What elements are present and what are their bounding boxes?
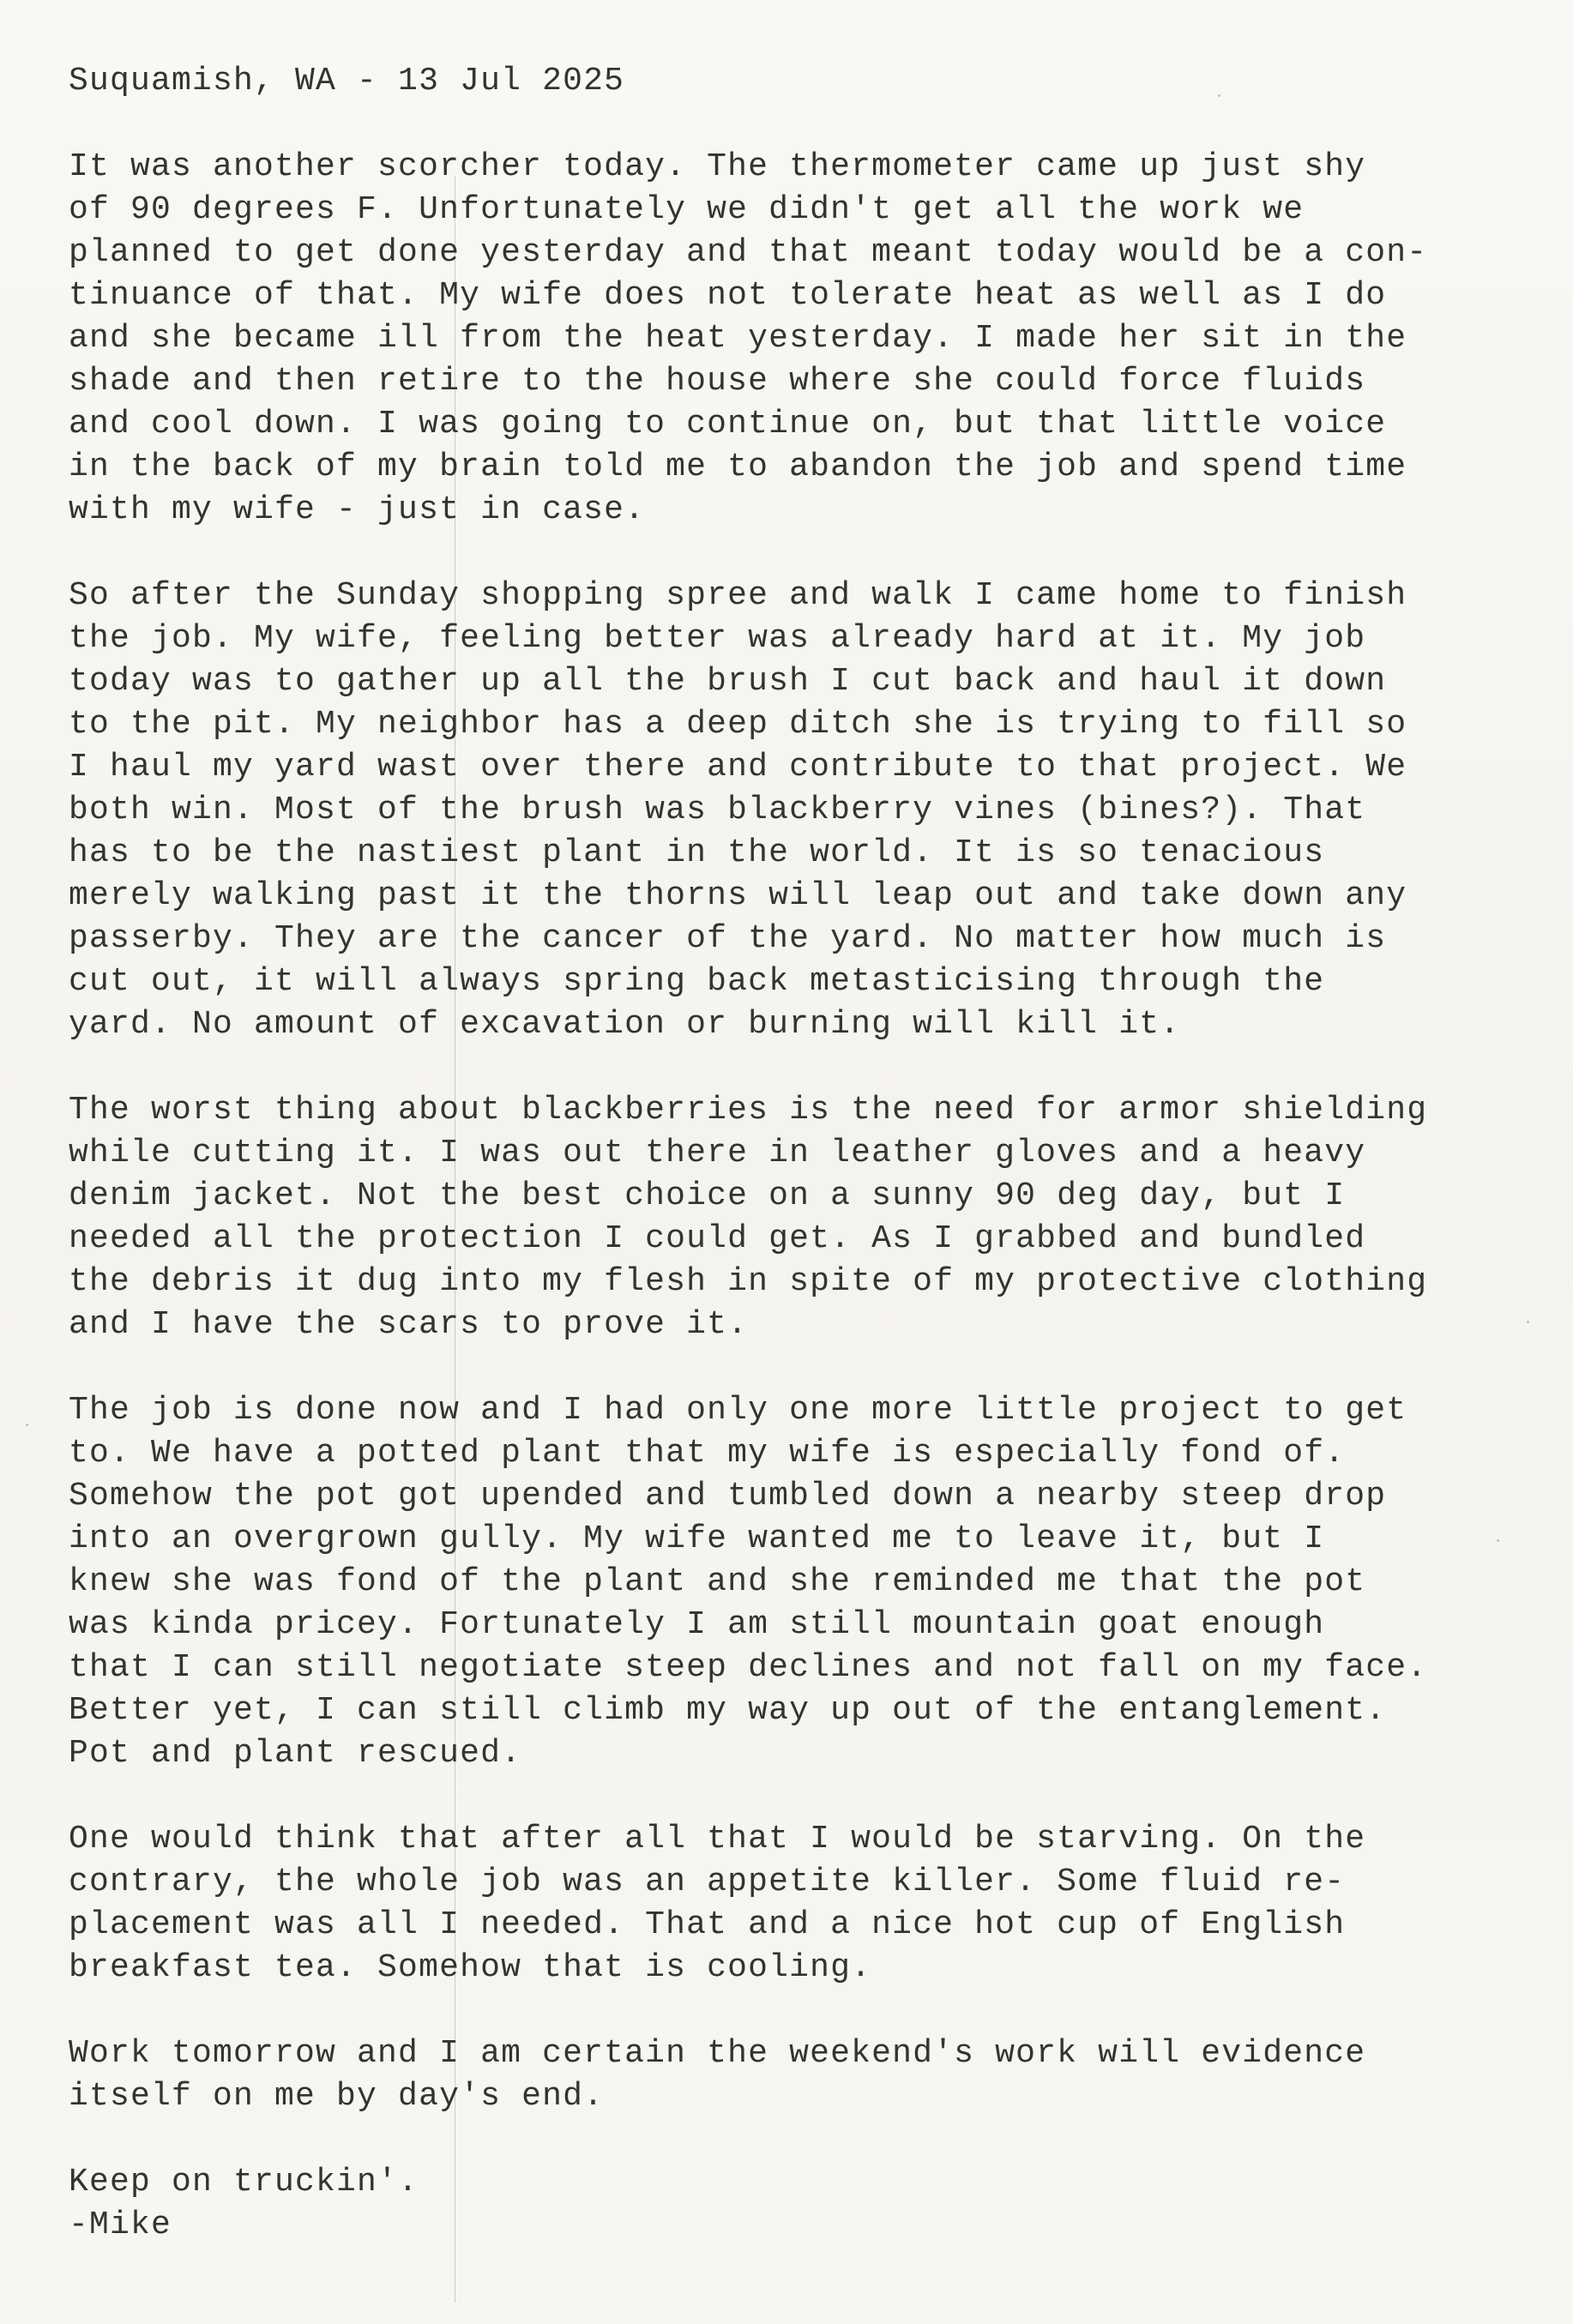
letter-paragraph (69, 1818, 1527, 1990)
letter-paragraph (69, 575, 1527, 1046)
text-line: to. We have a potted plant that my wife is especially fond of. (69, 1435, 1346, 1472)
dateline: Suquamish, WA - 13 Jul 2025 (69, 63, 625, 99)
text-line: tinuance of that. My wife does not tolerate heat as well as I do (69, 277, 1387, 314)
paper-speck (1218, 94, 1220, 97)
text-line: passerby. They are the cancer of the yard. No matter how much is (69, 920, 1387, 957)
text-line: The worst thing about blackberries is the need for armor shielding (69, 1092, 1428, 1129)
letter-paragraphs (69, 146, 1527, 2118)
text-line: itself on me by day's end. (69, 2078, 605, 2115)
text-line: that I can still negotiate steep declines and not fall on my face. (69, 1649, 1428, 1686)
text-line: I haul my yard wast over there and contribute to that project. We (69, 749, 1407, 786)
text-line: in the back of my brain told me to abandon the job and spend time (69, 449, 1407, 485)
text-line: Somehow the pot got upended and tumbled down a nearby steep drop (69, 1478, 1387, 1514)
letter-paragraph (69, 1089, 1527, 1346)
text-line: It was another scorcher today. The thermometer came up just shy (69, 148, 1366, 185)
text-line: planned to get done yesterday and that meant today would be a con- (69, 234, 1428, 271)
text-line: was kinda pricey. Fortunately I am still mountain goat enough (69, 1606, 1325, 1643)
text-line: with my wife - just in case. (69, 491, 646, 528)
text-line: Better yet, I can still climb my way up out of the entanglement. (69, 1692, 1387, 1729)
text-line: to the pit. My neighbor has a deep ditch she is trying to fill so (69, 706, 1407, 743)
text-line: needed all the protection I could get. As I grabbed and bundled (69, 1220, 1366, 1257)
text-line: of 90 degrees F. Unfortunately we didn't get all the work we (69, 191, 1305, 228)
text-line: Pot and plant rescued. (69, 1735, 522, 1772)
text-line: One would think that after all that I would be starving. On the (69, 1821, 1366, 1857)
text-line: today was to gather up all the brush I cut back and haul it down (69, 663, 1387, 700)
letter-body (69, 60, 1527, 2247)
text-line: breakfast tea. Somehow that is cooling. (69, 1949, 872, 1986)
signature-name: -Mike (69, 2207, 172, 2243)
text-line: contrary, the whole job was an appetite killer. Some fluid re- (69, 1863, 1346, 1900)
text-line: merely walking past it the thorns will leap out and take down any (69, 877, 1407, 914)
paper-speck (1497, 1539, 1499, 1542)
text-line: placement was all I needed. That and a nice hot cup of English (69, 1906, 1346, 1943)
text-line: shade and then retire to the house where she could force fluids (69, 363, 1366, 400)
letter-paragraph (69, 146, 1527, 532)
text-line: and cool down. I was going to continue on, but that little voice (69, 406, 1387, 443)
text-line: both win. Most of the brush was blackberry vines (bines?). That (69, 792, 1366, 828)
closing-line: Keep on truckin'. (69, 2164, 419, 2201)
text-line: the debris it dug into my flesh in spite of my protective clothing (69, 1263, 1428, 1300)
text-line: knew she was fond of the plant and she reminded me that the pot (69, 1563, 1366, 1600)
text-line: The job is done now and I had only one more little project to get (69, 1392, 1407, 1429)
text-line: denim jacket. Not the best choice on a sunny 90 deg day, but I (69, 1177, 1346, 1214)
text-line: yard. No amount of excavation or burning will kill it. (69, 1006, 1181, 1043)
paper-speck (26, 1424, 28, 1426)
letter-paragraph (69, 2032, 1527, 2118)
signoff (69, 2161, 1527, 2247)
text-line: has to be the nastiest plant in the world. It is so tenacious (69, 834, 1325, 871)
text-line: while cutting it. I was out there in leather gloves and a heavy (69, 1135, 1366, 1171)
text-line: and I have the scars to prove it. (69, 1306, 749, 1343)
text-line: Work tomorrow and I am certain the weekend's work will evidence (69, 2035, 1366, 2072)
text-line: into an overgrown gully. My wife wanted me to leave it, but I (69, 1520, 1325, 1557)
text-line: the job. My wife, feeling better was already hard at it. My job (69, 620, 1366, 657)
text-line: So after the Sunday shopping spree and walk I came home to finish (69, 577, 1407, 614)
text-line: cut out, it will always spring back metasticising through the (69, 963, 1325, 1000)
letter-paragraph (69, 1389, 1527, 1775)
paper-speck (1527, 1321, 1529, 1323)
text-line: and she became ill from the heat yesterday. I made her sit in the (69, 320, 1407, 357)
